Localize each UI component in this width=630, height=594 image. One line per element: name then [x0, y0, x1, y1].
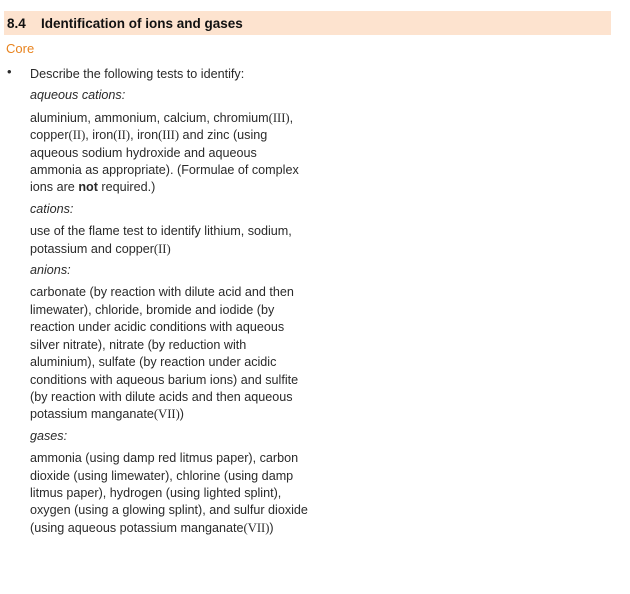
oxidation-state: (III): [158, 128, 180, 143]
group-text-aqueous-cations: [30, 110, 310, 197]
group-label-colon: :: [121, 88, 126, 103]
text-run: use of the flame test to identify lithium, sodium, potassium and copper: [30, 224, 292, 256]
group-label-gases: [30, 428, 310, 445]
core-label: Core: [6, 41, 35, 56]
group-label-colon: :: [67, 263, 71, 278]
syllabus-content: [30, 66, 310, 541]
group-label-anions: [30, 262, 310, 279]
group-label-colon: :: [63, 428, 68, 443]
group-label-aqueous-cations: [30, 87, 310, 104]
group-label-text: cations: [30, 201, 70, 216]
text-run: carbonate (by reaction with dilute acid and then limewater), chloride, bromide and iodide (by reaction under acidic conditions with aqueous silver nitrate), nitrate (by reduction with aluminium), sulfate (by reaction under acidic conditions with aqueous barium ions) and sulfite (by reaction with dilute acids and then aqueous potassium manganate: [30, 285, 299, 422]
intro-text: Describe the following tests to identify:: [30, 67, 245, 81]
group-text-cations: [30, 223, 310, 258]
oxidation-state: (II): [113, 128, 131, 143]
text-run: aluminium, ammonium, calcium, chromium: [30, 110, 269, 125]
oxidation-state: (VII): [243, 520, 270, 535]
oxidation-state: (II): [153, 241, 171, 256]
text-run: , iron: [130, 128, 159, 143]
oxidation-state: (VII): [153, 407, 180, 422]
group-label-text: gases: [30, 428, 64, 443]
bullet-icon: •: [7, 64, 12, 79]
group-label-cations: [30, 201, 310, 218]
oxidation-state: (III): [268, 110, 290, 125]
emphasis-not: not: [78, 180, 98, 195]
group-text-gases: [30, 450, 310, 537]
group-label-colon: :: [69, 201, 74, 216]
section-header: [4, 11, 611, 35]
group-label-text: anions: [30, 263, 68, 278]
text-run: required.): [97, 180, 156, 195]
text-run: ): [179, 407, 184, 422]
text-run: ammonia (using damp red litmus paper), carbon dioxide (using limewater), chlorine (using damp litmus paper), hydrogen (using lighted splint), oxygen (using a glowing splint), and sulfur dioxide (using aqueous potassium manganate: [30, 451, 308, 535]
group-label-text: aqueous cations: [30, 88, 122, 103]
oxidation-state: (II): [68, 128, 86, 143]
text-run: , copper: [30, 110, 294, 143]
section-title: Identification of ions and gases: [41, 15, 243, 31]
text-run: ): [269, 520, 274, 535]
section-number: 8.4: [7, 15, 26, 31]
group-text-anions: [30, 284, 310, 423]
text-run: , iron: [85, 128, 114, 143]
text-run: and zinc (using aqueous sodium hydroxide and aqueous ammonia as appropriate). (Formulae of complex ions are: [30, 128, 299, 195]
